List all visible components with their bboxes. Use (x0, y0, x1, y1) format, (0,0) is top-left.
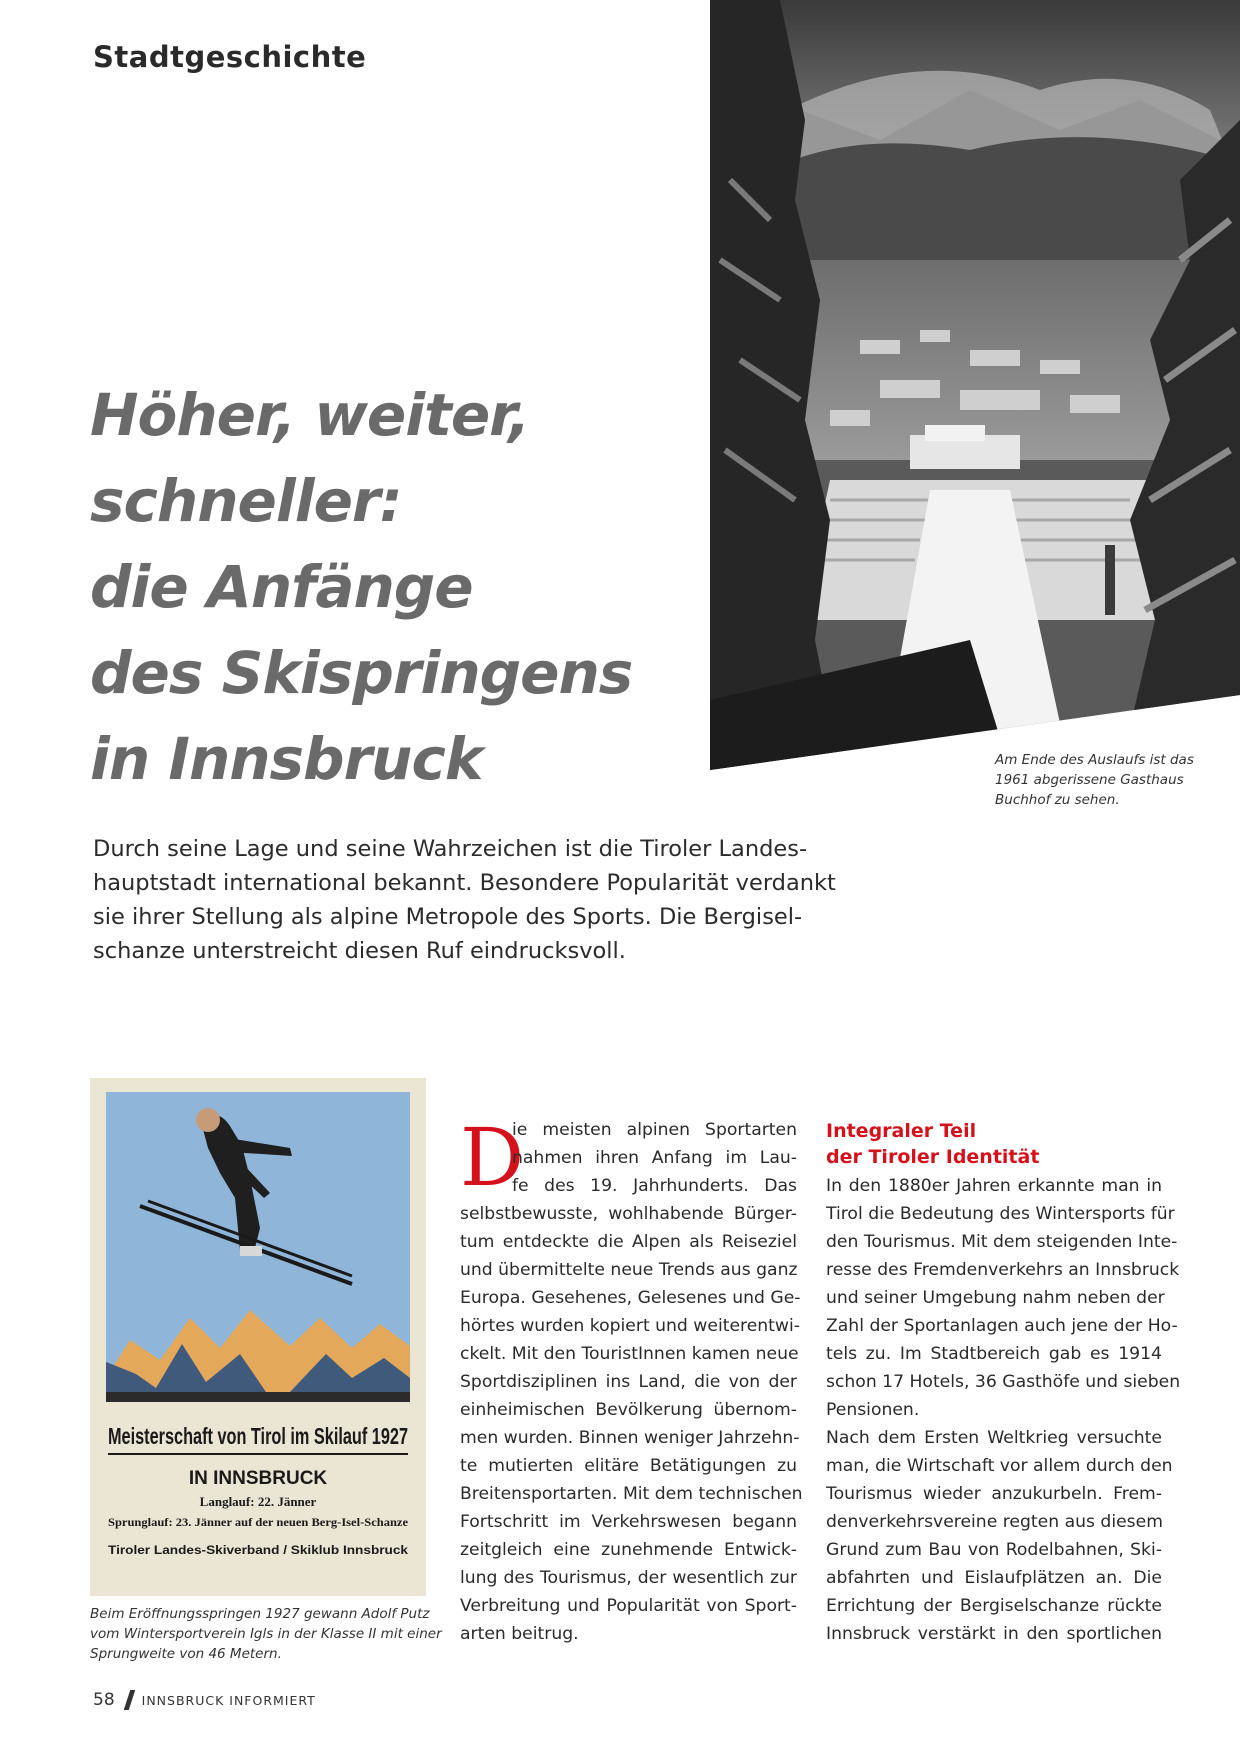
lead-line: Durch seine Lage und seine Wahrzeichen ist die Tiroler Landes- (93, 836, 808, 862)
poster-organizers: Tiroler Landes-Skiverband / Skiklub Innsbruck (108, 1545, 409, 1557)
footer-slash-divider (123, 1690, 134, 1710)
headline-line: die Anfänge (90, 553, 473, 621)
text-line: lung des Tourismus, der wesentlich zur (460, 1568, 797, 1588)
text-line: tum entdeckte die Alpen als Reiseziel (460, 1232, 797, 1252)
lead-line: schanze unterstreicht diesen Ruf eindrucksvoll. (93, 938, 626, 964)
text-line: In den 1880er Jahren erkannte man in (826, 1176, 1162, 1196)
text-line: und seiner Umgebung nahm neben der (826, 1288, 1165, 1308)
ski-poster-1927 (90, 1078, 426, 1596)
bergisel-historic-photo (710, 0, 1240, 770)
subheading (826, 1118, 1039, 1170)
lead-line: sie ihrer Stellung als alpine Metropole des Sports. Die Bergisel- (93, 904, 803, 930)
text-line: ckelt. Mit den TouristInnen kamen neue (460, 1344, 799, 1364)
text-line: denverkehrsvereine regten aus diesem (826, 1512, 1163, 1532)
photo-caption: Am Ende des Auslaufs ist das 1961 abgerissene Gasthaus Buchhof zu sehen. (995, 752, 1194, 808)
poster-langlauf: Langlauf: 22. Jänner (199, 1494, 317, 1509)
text-line: den Tourismus. Mit dem steigenden Inte- (826, 1232, 1178, 1252)
text-line: nahmen ihren Anfang im Lau- (512, 1148, 797, 1168)
headline (90, 372, 730, 802)
poster-sprunglauf: Sprunglauf: 23. Jänner auf der neuen Berg-Isel-Schanze (108, 1515, 409, 1529)
poster-city: IN INNSBRUCK (188, 1468, 328, 1489)
text-line: Verbreitung und Popularität von Sport- (460, 1596, 797, 1616)
text-line: Innsbruck verstärkt in den sportlichen (826, 1624, 1162, 1644)
text-line: te mutierten elitäre Betätigungen zu (460, 1456, 797, 1476)
text-line: Europa. Gesehenes, Gelesenes und Ge- (460, 1288, 801, 1308)
text-line: resse des Fremdenverkehrs an Innsbruck (826, 1260, 1180, 1280)
text-line: schon 17 Hotels, 36 Gasthöfe und sieben (826, 1372, 1181, 1392)
text-line: Tourismus wieder anzukurbeln. Frem- (826, 1484, 1162, 1504)
text-line: Errichtung der Bergiselschanze rückte (826, 1596, 1162, 1616)
text-line: Sportdisziplinen ins Land, die von der (460, 1372, 797, 1392)
text-line: zeitgleich eine zunehmende Entwick- (460, 1540, 797, 1560)
headline-line: schneller: (90, 467, 402, 535)
text-line: arten beitrug. (460, 1624, 579, 1644)
magazine-name: INNSBRUCK INFORMIERT (141, 1692, 316, 1708)
subheading-line: Integraler Teil (826, 1120, 977, 1142)
poster-title: Meisterschaft von Tirol im Skilauf 1927 (108, 1423, 408, 1449)
poster-caption-line: vom Wintersportverein Igls in der Klasse II mit einer (90, 1626, 442, 1642)
text-line: ie meisten alpinen Sportarten (512, 1120, 797, 1140)
text-line: abfahrten und Eislaufplätzen an. Die (826, 1568, 1162, 1588)
section-label: Stadtgeschichte (93, 40, 367, 74)
text-line: Zahl der Sportanlagen auch jene der Ho- (826, 1316, 1178, 1336)
poster-caption-line: Beim Eröffnungsspringen 1927 gewann Adolf Putz (90, 1606, 430, 1622)
drop-cap: D (460, 1111, 525, 1204)
text-line: Grund zum Bau von Rodelbahnen, Ski- (826, 1540, 1162, 1560)
text-line: selbstbewusste, wohlhabende Bürger- (460, 1204, 797, 1224)
headline-line: des Skispringens (90, 639, 633, 707)
text-line: men wurden. Binnen weniger Jahrzehn- (460, 1428, 800, 1448)
body-column-1 (460, 1111, 803, 1648)
text-line: man, die Wirtschaft vor allem durch den (826, 1456, 1173, 1476)
headline-line: Höher, weiter, (90, 381, 530, 449)
page-footer (93, 1690, 316, 1710)
page-number: 58 (93, 1690, 115, 1710)
subheading-line: der Tiroler Identität (826, 1146, 1040, 1168)
lead-line: hauptstadt international bekannt. Besondere Popularität verdankt (93, 870, 836, 896)
body-column-2 (826, 1172, 1181, 1648)
text-line: und übermittelte neue Trends aus ganz (460, 1260, 798, 1280)
text-line: fe des 19. Jahrhunderts. Das (512, 1176, 797, 1196)
text-line: einheimischen Bevölkerung übernom- (460, 1400, 797, 1420)
text-line: Fortschritt im Verkehrswesen begann (460, 1512, 797, 1532)
text-line: Breitensportarten. Mit dem technischen (460, 1484, 803, 1504)
text-line: Nach dem Ersten Weltkrieg versuchte (826, 1428, 1162, 1448)
poster-caption-line: Sprungweite von 46 Metern. (90, 1646, 282, 1662)
text-line: Pensionen. (826, 1400, 920, 1420)
text-line: Tirol die Bedeutung des Wintersports für (826, 1204, 1175, 1224)
headline-line: in Innsbruck (90, 725, 483, 793)
text-line: tels zu. Im Stadtbereich gab es 1914 (826, 1344, 1162, 1364)
lead-paragraph (93, 832, 836, 968)
text-line: hörtes wurden kopiert und weiterentwi- (460, 1316, 800, 1336)
poster-caption (90, 1604, 442, 1664)
